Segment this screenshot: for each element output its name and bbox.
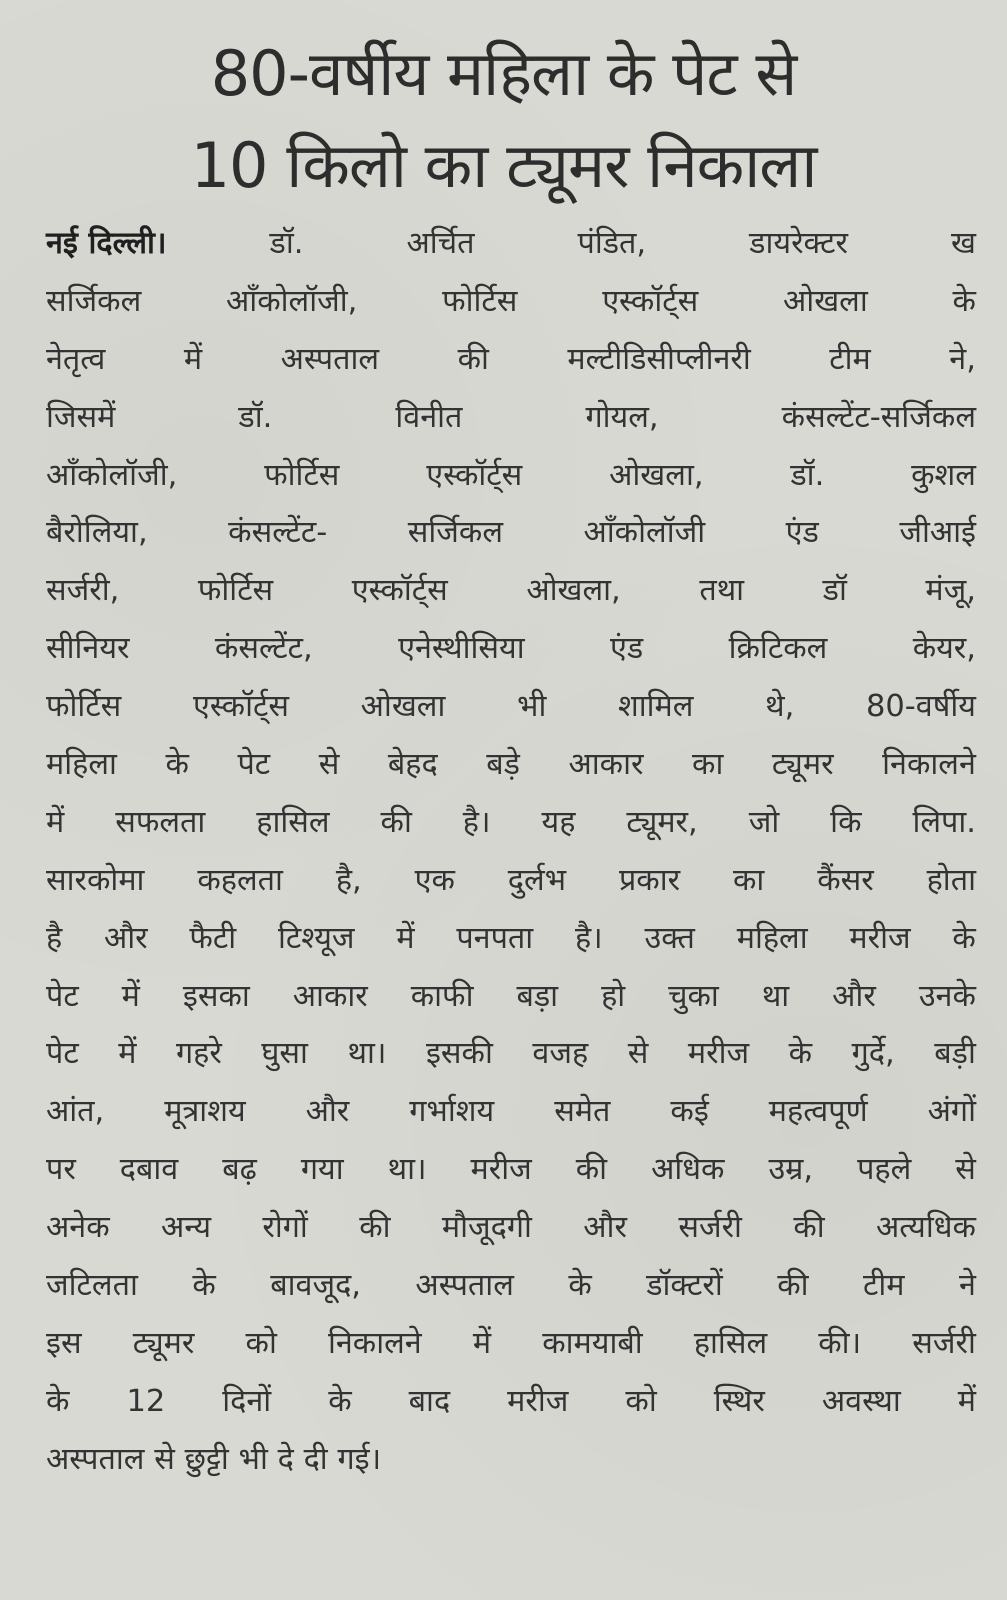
- article-line: [46, 1199, 976, 1257]
- article-word: प्रकार: [618, 862, 681, 898]
- article-line: [46, 852, 976, 910]
- article-word: गोयल,: [585, 399, 659, 435]
- article-line: [46, 504, 976, 562]
- article-word: रोगों: [262, 1210, 308, 1246]
- article-word: एस्कॉर्ट्स: [602, 283, 699, 319]
- article-word: कई: [670, 1094, 709, 1130]
- article-word: बेहद: [387, 747, 438, 783]
- article-word: क्रिटिकल: [728, 631, 828, 667]
- article-word: हासिल: [693, 1325, 768, 1361]
- article-word: पेट: [237, 747, 271, 783]
- article-word: ओखला,: [526, 573, 621, 609]
- article-line: [46, 331, 976, 389]
- article-word: फोर्टिस: [46, 689, 122, 725]
- article-line: [46, 736, 976, 794]
- article-word: गई।: [337, 1441, 382, 1477]
- article-word: सर्जिकल: [46, 283, 142, 319]
- article-word: में: [472, 1325, 492, 1361]
- article-word: फैटी: [189, 920, 237, 956]
- article-word: महत्वपूर्ण: [768, 1094, 868, 1130]
- article-word: मंजू,: [925, 573, 976, 609]
- article-word: भी: [238, 1441, 268, 1477]
- article-word: उक्त: [644, 920, 695, 956]
- article-word: और: [305, 1094, 350, 1130]
- article-word: बढ़: [222, 1152, 257, 1188]
- article-word: मूत्राशय: [164, 1094, 246, 1130]
- article-word: के: [192, 1268, 216, 1304]
- article-word: अंगों: [927, 1094, 976, 1130]
- article-word: हासिल: [256, 804, 330, 840]
- article-word: सर्जरी: [678, 1210, 742, 1246]
- article-word: कुशल: [911, 457, 976, 493]
- article-word: मल्टीडिसीप्लीनरी: [567, 341, 751, 377]
- article-word: से: [154, 1441, 175, 1477]
- article-word: की: [380, 804, 412, 840]
- article-word: ख: [951, 226, 976, 261]
- article-word: की: [457, 341, 489, 377]
- article-word: पेट: [46, 1036, 79, 1072]
- article-word: गहरे: [176, 1036, 222, 1072]
- article-word: टिश्यूज: [277, 920, 355, 956]
- article-word: की: [575, 1152, 608, 1188]
- article-word: एंड: [785, 515, 819, 551]
- article-line: [46, 1373, 976, 1431]
- article-word: अर्चित: [406, 226, 475, 261]
- article-word: जटिलता: [46, 1268, 138, 1304]
- article-word: नेतृत्व: [46, 341, 106, 377]
- article-word: डॉ.: [790, 457, 825, 493]
- article-word: पंडित,: [577, 226, 647, 261]
- article-word: का: [732, 862, 765, 898]
- article-word: था।: [347, 1036, 387, 1072]
- article-line: [46, 1315, 976, 1373]
- article-word: गुर्दे,: [851, 1036, 895, 1072]
- article-word: में: [121, 978, 140, 1014]
- article-word: गर्भाशय: [409, 1094, 495, 1130]
- article-word: जो: [748, 804, 780, 840]
- article-word: ओखला: [783, 283, 868, 319]
- article-word: में: [46, 804, 65, 840]
- article-word: के: [165, 747, 189, 783]
- article-word: हो: [601, 978, 626, 1014]
- article-word: बैरोलिया,: [46, 515, 148, 551]
- article-word: काफी: [410, 978, 474, 1014]
- article-word: बाद: [408, 1383, 451, 1419]
- article-word: विनीत: [395, 399, 463, 435]
- article-word: निकालने: [327, 1325, 422, 1361]
- dateline: नई दिल्ली।: [46, 226, 167, 261]
- headline-line-2: 10 किलो का ट्यूमर निकाला: [190, 129, 817, 202]
- article-word: टीम: [863, 1268, 905, 1304]
- article-word: दिनों: [222, 1383, 272, 1419]
- article-word: अवस्था: [821, 1383, 901, 1419]
- article-word: इसका: [182, 978, 250, 1014]
- article-word: एक: [414, 862, 455, 898]
- article-word: के: [788, 1036, 813, 1072]
- article-body: [46, 215, 976, 1489]
- article-word: गया: [300, 1152, 344, 1188]
- article-line: [46, 968, 976, 1026]
- article-word: समेत: [554, 1094, 611, 1130]
- article-line: [46, 1257, 976, 1315]
- article-line: [46, 447, 976, 505]
- article-word: में: [118, 1036, 137, 1072]
- article-line: [46, 273, 976, 331]
- article-line: [46, 1083, 976, 1141]
- article-word: फोर्टिस: [197, 573, 274, 609]
- headline-line-1: 80-वर्षीय महिला के पेट से: [210, 37, 797, 110]
- article-word: एस्कॉर्ट्स: [351, 573, 448, 609]
- article-word: होता: [926, 862, 976, 898]
- article-word: भी: [517, 689, 547, 725]
- article-word: है।: [574, 920, 603, 956]
- article-word: से: [955, 1152, 976, 1188]
- article-word: 80-वर्षीय: [865, 689, 976, 725]
- article-line: [46, 794, 976, 852]
- article-word: आंत,: [46, 1094, 105, 1130]
- article-word: के: [46, 1383, 70, 1419]
- article-word: अनेक: [46, 1210, 110, 1246]
- article-word: एस्कॉर्ट्स: [192, 689, 289, 725]
- article-word: का: [692, 747, 724, 783]
- article-word: डायरेक्टर: [749, 226, 849, 261]
- article-line: [46, 1025, 976, 1083]
- article-word: दे: [277, 1441, 294, 1477]
- article-word: है: [46, 920, 63, 956]
- article-word: की: [793, 1210, 825, 1246]
- article-word: के: [952, 283, 976, 319]
- article-word: था।: [387, 1152, 427, 1188]
- article-word: सर्जरी,: [46, 573, 120, 609]
- article-word: में: [957, 1383, 976, 1419]
- article-word: ओखला: [360, 689, 446, 725]
- article-word: 12: [126, 1383, 166, 1419]
- article-word: फोर्टिस: [442, 283, 518, 319]
- article-word: है।: [462, 804, 491, 840]
- article-word: सारकोमा: [46, 862, 145, 898]
- article-word: चुका: [668, 978, 719, 1014]
- article-word: ऑंकोलॉजी,: [226, 283, 358, 319]
- article-word: जिसमें: [46, 399, 116, 435]
- article-word: छुट्टी: [184, 1441, 229, 1477]
- article-word: बड़े: [486, 747, 520, 783]
- article-word: था: [761, 978, 790, 1014]
- article-word: स्थिर: [713, 1383, 765, 1419]
- article-word: ने,: [949, 341, 976, 377]
- article-word: मरीज: [507, 1383, 569, 1419]
- article-word: आकार: [292, 978, 368, 1014]
- article-line: [46, 678, 976, 736]
- article-word: से: [318, 747, 340, 783]
- article-word: इसकी: [425, 1036, 493, 1072]
- article-word: ट्यूमर: [132, 1325, 195, 1361]
- article-word: मरीज: [687, 1036, 750, 1072]
- article-word: कि: [830, 804, 862, 840]
- article-word: ट्यूमर: [771, 747, 834, 783]
- article-word: डॉ.: [269, 226, 304, 261]
- article-word: कामयाबी: [542, 1325, 643, 1361]
- article-word: की: [777, 1268, 809, 1304]
- article-word: टीम: [829, 341, 871, 377]
- article-word: कहलता: [197, 862, 283, 898]
- article-word: और: [103, 920, 148, 956]
- article-word: सर्जरी: [912, 1325, 976, 1361]
- article-word: कंसल्टेंट-: [228, 515, 328, 551]
- article-word: ऑंकोलॉजी,: [46, 457, 178, 493]
- article-word: उनके: [918, 978, 976, 1014]
- article-line: [46, 620, 976, 678]
- article-word: एनेस्थीसिया: [398, 631, 525, 667]
- article-line: [46, 389, 976, 447]
- article-word: लिपा.: [912, 804, 976, 840]
- article-word: शामिल: [618, 689, 694, 725]
- article-word: अस्पताल: [46, 1441, 145, 1477]
- headline: [0, 28, 1007, 212]
- article-line: [46, 1431, 976, 1489]
- article-word: मौजूदगी: [441, 1210, 532, 1246]
- article-word: सर्जिकल: [407, 515, 504, 551]
- article-word: है,: [335, 862, 362, 898]
- article-word: केयर,: [912, 631, 976, 667]
- article-word: में: [396, 920, 415, 956]
- article-word: के: [952, 920, 976, 956]
- article-word: अस्पताल: [280, 341, 380, 377]
- article-word: ओखला,: [609, 457, 704, 493]
- article-word: से: [627, 1036, 649, 1072]
- article-word: जीआई: [899, 515, 976, 551]
- article-word: को: [625, 1383, 657, 1419]
- article-word: दुर्लभ: [507, 862, 567, 898]
- article-word: पहले: [857, 1152, 912, 1188]
- article-word: महिला: [46, 747, 117, 783]
- article-word: के: [568, 1268, 592, 1304]
- article-word: ट्यूमर,: [626, 804, 698, 840]
- article-word: थे,: [765, 689, 795, 725]
- article-word: अन्य: [161, 1210, 212, 1246]
- article-word: कंसल्टेंट,: [214, 631, 313, 667]
- article-word: पर: [46, 1152, 76, 1188]
- article-word: अधिक: [651, 1152, 725, 1188]
- article-word: बड़ी: [934, 1036, 976, 1072]
- article-word: सफलता: [115, 804, 206, 840]
- article-word: अत्यधिक: [876, 1210, 976, 1246]
- article-word: दी: [303, 1441, 328, 1477]
- article-word: मरीज: [470, 1152, 532, 1188]
- article-word: पनपता: [456, 920, 534, 956]
- article-word: ऑंकोलॉजी: [583, 515, 706, 551]
- article-word: अस्पताल: [415, 1268, 514, 1304]
- article-word: कंसल्टेंट-सर्जिकल: [781, 399, 976, 435]
- article-word: दबाव: [119, 1152, 179, 1188]
- article-word: एंड: [610, 631, 644, 667]
- article-word: की: [359, 1210, 391, 1246]
- article-word: उम्र,: [768, 1152, 814, 1188]
- article-word: बड़ा: [516, 978, 559, 1014]
- article-word: और: [832, 978, 876, 1014]
- article-word: निकालने: [882, 747, 976, 783]
- article-word: के: [328, 1383, 352, 1419]
- article-word: डॉ.: [238, 399, 273, 435]
- article-line: [46, 215, 976, 273]
- article-word: सीनियर: [46, 631, 130, 667]
- article-word: ने: [958, 1268, 976, 1304]
- article-word: डॉ: [822, 573, 847, 609]
- article-line: [46, 1141, 976, 1199]
- article-word: और: [583, 1210, 627, 1246]
- article-word: आकार: [568, 747, 644, 783]
- article-word: कैंसर: [817, 862, 874, 898]
- article-line: [46, 562, 976, 620]
- article-word: में: [183, 341, 203, 377]
- article-word: घुसा: [261, 1036, 308, 1072]
- article-word: फोर्टिस: [264, 457, 340, 493]
- article-word: इस: [46, 1325, 82, 1361]
- article-word: डॉक्टरों: [646, 1268, 723, 1304]
- article-word: की।: [818, 1325, 862, 1361]
- article-word: वजह: [532, 1036, 589, 1072]
- article-word: महिला: [736, 920, 808, 956]
- article-word: पेट: [46, 978, 79, 1014]
- article-word: मरीज: [849, 920, 911, 956]
- article-line: [46, 910, 976, 968]
- article-word: बावजूद,: [270, 1268, 361, 1304]
- article-word: तथा: [699, 573, 745, 609]
- article-word: यह: [541, 804, 576, 840]
- article-word: को: [245, 1325, 277, 1361]
- article-word: एस्कॉर्ट्स: [426, 457, 523, 493]
